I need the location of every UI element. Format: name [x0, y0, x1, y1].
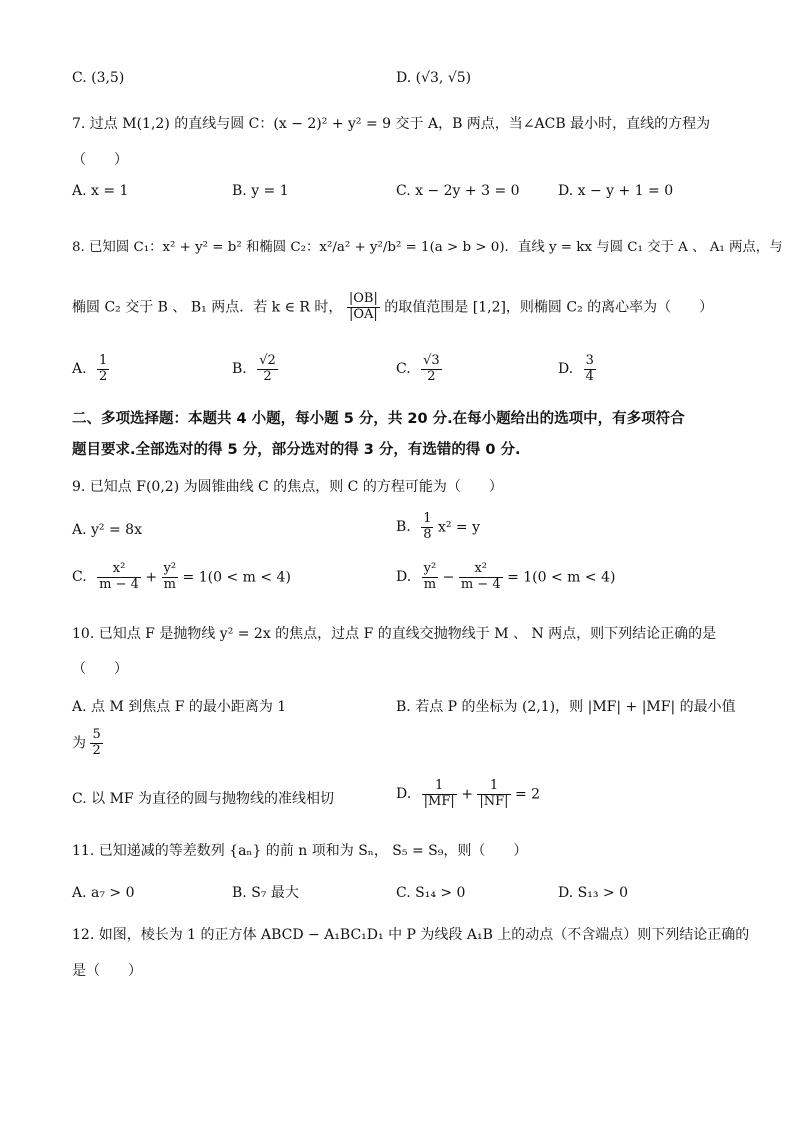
denominator: 4: [585, 368, 594, 384]
q8-option-b-label: B.: [232, 361, 247, 378]
numerator: y²: [163, 561, 177, 576]
denominator: 2: [263, 368, 272, 384]
q8-ratio-numerator: |OB|: [348, 291, 378, 306]
q10-paren: （ ）: [72, 661, 128, 677]
q12-stem-cont: 是（ ）: [72, 963, 142, 979]
q9-option-d-frac2: [459, 562, 503, 593]
q7-option-b: B. y = 1: [232, 183, 289, 199]
q10-option-d-frac1: [422, 779, 457, 810]
q11-option-d: D. S₁₃ > 0: [558, 885, 628, 901]
q8-stem-line2: [72, 292, 713, 323]
q9-option-d-label: D.: [396, 569, 412, 586]
q9-option-c: [72, 562, 291, 593]
denominator: 2: [99, 368, 108, 384]
denominator: |MF|: [423, 793, 455, 809]
q8-option-b-fraction: [257, 354, 278, 385]
numerator: 1: [99, 353, 108, 368]
q10-option-b-cont: [72, 728, 103, 759]
numerator: √2: [259, 353, 276, 368]
q8-option-c-label: C.: [396, 361, 411, 378]
numerator: 1: [422, 779, 457, 795]
q9-option-d-tail: = 1(0 < m < 4): [507, 569, 616, 586]
q10-option-a: A. 点 M 到焦点 F 的最小距离为 1: [72, 699, 287, 715]
q7-paren: （ ）: [72, 152, 128, 168]
q8-stem-part2: 的取值范围是 [1,2]，则椭圆 C₂ 的离心率为（ ）: [384, 299, 714, 316]
plus-sign: +: [461, 786, 473, 803]
q7-option-a: A. x = 1: [72, 183, 129, 199]
q9-option-b-fraction: [421, 512, 433, 543]
numerator: √3: [423, 353, 440, 368]
q10-option-d-frac2: [477, 779, 510, 810]
q9-stem: 9. 已知点 F(0,2) 为圆锥曲线 C 的焦点，则 C 的方程可能为（ ）: [72, 479, 503, 495]
q8-option-c: [396, 354, 442, 385]
q10-option-d-tail: = 2: [514, 786, 541, 803]
plus-sign: +: [145, 569, 158, 586]
q11-option-a: A. a₇ > 0: [72, 885, 135, 901]
numerator: 3: [585, 353, 594, 368]
q8-stem-line1: 8. 已知圆 C₁：x² + y² = b² 和椭圆 C₂：x²/a² + y²/b² = 1(a > b > 0)．直线 y = kx 与圆 C₁ 交于 A 、 A₁ 两点，与: [72, 240, 783, 255]
numerator: y²: [423, 561, 437, 576]
q8-option-a-fraction: [97, 354, 109, 385]
q8-option-b: [232, 354, 278, 385]
denominator: m − 4: [99, 576, 139, 592]
numerator: 1: [477, 779, 510, 795]
denominator: 2: [427, 368, 436, 384]
denominator: |NF|: [479, 793, 509, 809]
q11-option-b: B. S₇ 最大: [232, 885, 299, 901]
numerator: x²: [459, 562, 503, 578]
section2-heading-line2: 题目要求.全部选对的得 5 分，部分选对的得 3 分，有选错的得 0 分.: [72, 442, 521, 458]
q9-option-c-label: C.: [72, 569, 87, 586]
q12-stem: 12. 如图，棱长为 1 的正方体 ABCD − A₁BC₁D₁ 中 P 为线段 A₁B 上的动点（不含端点）则下列结论正确的: [72, 927, 750, 943]
numerator: 5: [92, 727, 101, 742]
q10-option-b-cont-text: 为: [72, 735, 86, 752]
minus-sign: −: [442, 569, 455, 586]
q9-option-d-frac1: [422, 562, 439, 593]
q9-option-c-frac1: [97, 562, 141, 593]
q7-option-d: D. x − y + 1 = 0: [558, 183, 674, 199]
q9-option-b-tail: x² = y: [437, 519, 480, 536]
q6-option-c: C. (3,5): [72, 70, 125, 86]
q10-option-d-label: D.: [396, 786, 412, 803]
q8-option-c-fraction: [421, 354, 442, 385]
numerator: x²: [97, 562, 141, 578]
q9-option-b-label: B.: [396, 519, 411, 536]
q6-option-d: D. (√3, √5): [396, 70, 472, 86]
q10-option-d: [396, 779, 540, 810]
denominator: 2: [92, 742, 101, 758]
q9-option-c-frac2: [162, 562, 179, 593]
q8-option-d: [558, 354, 596, 385]
q8-ratio-denominator: |OA|: [348, 306, 378, 322]
q9-option-a: A. y² = 8x: [72, 522, 142, 538]
q10-option-b: B. 若点 P 的坐标为 (2,1)，则 |MF| + |MF| 的最小值: [396, 699, 736, 715]
q11-stem: 11. 已知递减的等差数列 {aₙ} 的前 n 项和为 Sₙ， S₅ = S₉，则（ ）: [72, 843, 528, 859]
q8-stem-part1: 椭圆 C₂ 交于 B 、 B₁ 两点．若 k ∈ R 时，: [72, 299, 343, 316]
q7-stem: 7. 过点 M(1,2) 的直线与圆 C：(x − 2)² + y² = 9 交于 A，B 两点，当∠ACB 最小时，直线的方程为: [72, 116, 711, 132]
denominator: m: [423, 576, 437, 592]
q8-option-d-label: D.: [558, 361, 574, 378]
q8-option-a-label: A.: [72, 361, 87, 378]
q11-option-c: C. S₁₄ > 0: [396, 885, 466, 901]
numerator: 1: [423, 511, 432, 526]
denominator: m − 4: [460, 576, 501, 592]
q9-option-c-tail: = 1(0 < m < 4): [182, 569, 291, 586]
q10-option-c: C. 以 MF 为直径的圆与抛物线的准线相切: [72, 791, 335, 807]
q9-option-b: [396, 512, 480, 543]
q8-option-d-fraction: [584, 354, 596, 385]
q9-option-d: [396, 562, 615, 593]
q10-option-b-value: [90, 728, 102, 759]
q8-option-a: [72, 354, 109, 385]
section2-heading-line1: 二、多项选择题：本题共 4 小题，每小题 5 分，共 20 分.在每小题给出的选项中，有多项符合: [72, 411, 685, 427]
q8-ratio-fraction: [347, 292, 380, 323]
denominator: m: [163, 576, 176, 592]
q10-stem: 10. 已知点 F 是抛物线 y² = 2x 的焦点，过点 F 的直线交抛物线于 M 、 N 两点，则下列结论正确的是: [72, 626, 717, 642]
q7-option-c: C. x − 2y + 3 = 0: [396, 183, 520, 199]
denominator: 8: [423, 526, 432, 542]
